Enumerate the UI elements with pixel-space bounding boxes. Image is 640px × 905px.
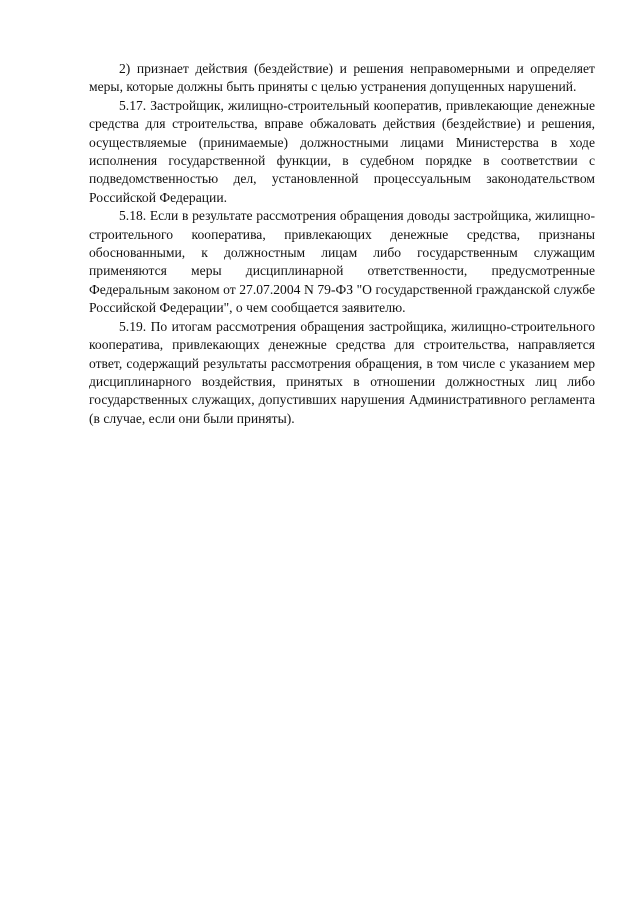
paragraph-5-19: 5.19. По итогам рассмотрения обращения застройщика, жилищно-строительного кооператива, привлекающих денежные средства для строительства, направляется ответ, содержащий результаты рассмотрения обращения, в том числе с указанием мер дисциплинарного воздействия, принятых в отношении должностных лиц либо государственных служащих, допустивших нарушения Административного регламента (в случае, если они были приняты).	[89, 318, 595, 426]
paragraph-item-2: 2) признает действия (бездействие) и решения неправомерными и определяет меры, которые должны быть приняты с целью устранения допущенных нарушений.	[89, 61, 595, 95]
paragraph-5-17: 5.17. Застройщик, жилищно-строительный кооператив, привлекающие денежные средства для строительства, вправе обжаловать действия (бездействие) и решения, осуществляемые (принимаемые) должностными лицами Министерства в ходе исполнения государственной функции, в судебном порядке в соответствии с подведомственностью дел, установленной процессуальным законодательством Российской Федерации.	[89, 97, 595, 205]
document-body	[89, 60, 595, 428]
paragraph-5-18: 5.18. Если в результате рассмотрения обращения доводы застройщика, жилищно-строительного кооператива, привлекающих денежные средства, признаны обоснованными, к должностным лицам либо государственным служащим применяются меры дисциплинарной ответственности, предусмотренные Федеральным законом от 27.07.2004 N 79-ФЗ "О государственной гражданской службе Российской Федерации", о чем сообщается заявителю.	[89, 208, 595, 316]
